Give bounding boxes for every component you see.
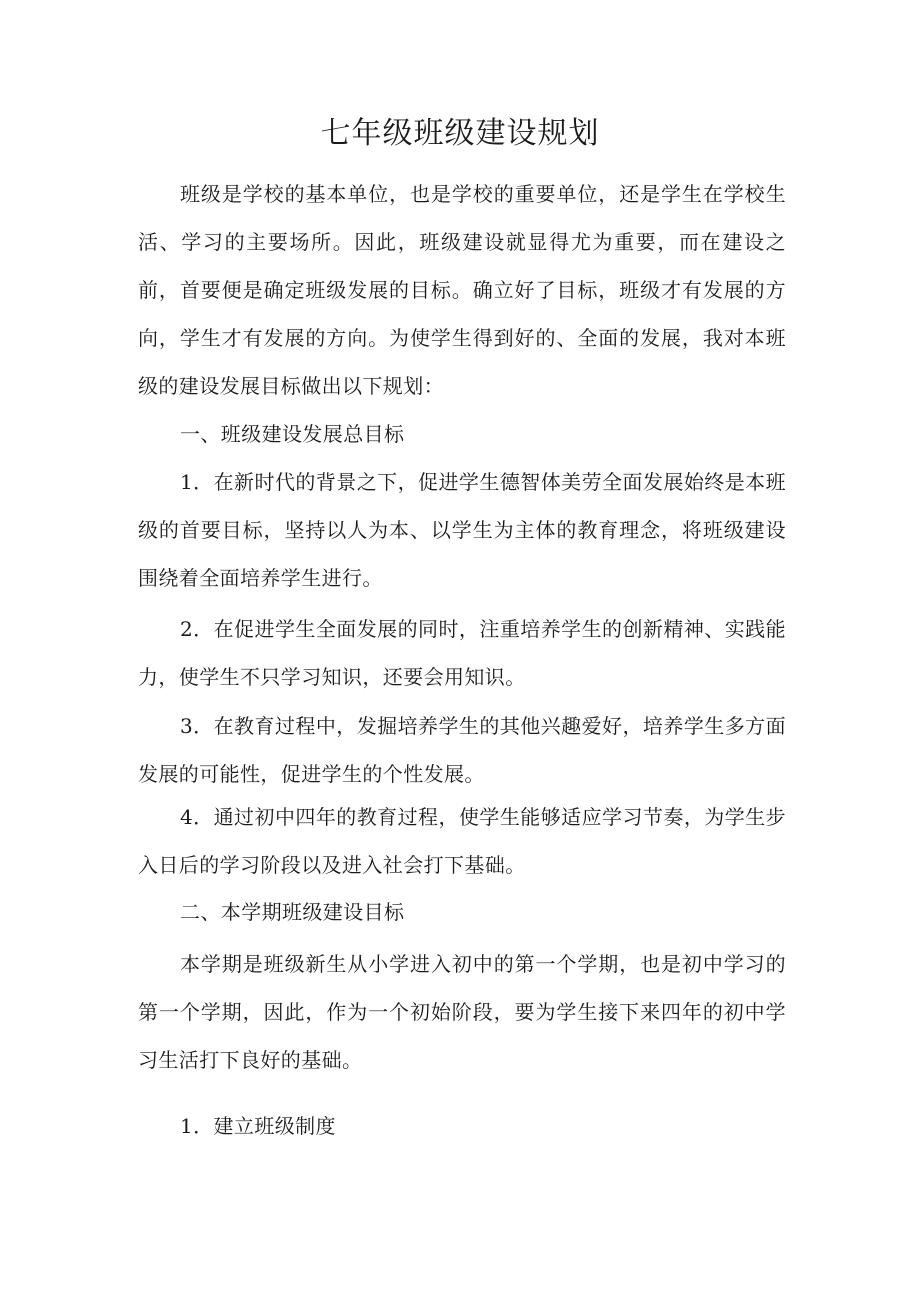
intro-paragraph: 班级是学校的基本单位，也是学校的重要单位，还是学生在学校生活、学习的主要场所。因此，班级建设就显得尤为重要，而在建设之前，首要便是确定班级发展的目标。确立好了目标，班级才有发展的方向，学生才有发展的方向。为使学生得到好的、全面的发展，我对本班级的建设发展目标做出以下规划： (138, 182, 786, 398)
section-heading-1: 一、班级建设发展总目标 (180, 422, 405, 446)
goal-item-4: 4．通过初中四年的教育过程，使学生能够适应学习节奏，为学生步入日后的学习阶段以及进入社会打下基础。 (138, 805, 786, 877)
section-heading-2: 二、本学期班级建设目标 (180, 900, 405, 924)
goal-item-1: 1．在新时代的背景之下，促进学生德智体美劳全面发展始终是本班级的首要目标，坚持以人为本、以学生为主体的教育理念，将班级建设围绕着全面培养学生进行。 (138, 470, 786, 590)
document-title: 七年级班级建设规划 (320, 116, 600, 151)
subsection-heading: 1．建立班级制度 (180, 1114, 336, 1138)
goal-item-2: 2．在促进学生全面发展的同时，注重培养学生的创新精神、实践能力，使学生不只学习知识，还要会用知识。 (138, 617, 786, 689)
semester-intro-paragraph: 本学期是班级新生从小学进入初中的第一个学期，也是初中学习的第一个学期，因此，作为一个初始阶段，要为学生接下来四年的初中学习生活打下良好的基础。 (138, 952, 786, 1072)
goal-item-3: 3．在教育过程中，发掘培养学生的其他兴趣爱好，培养学生多方面发展的可能性，促进学生的个性发展。 (138, 714, 786, 786)
